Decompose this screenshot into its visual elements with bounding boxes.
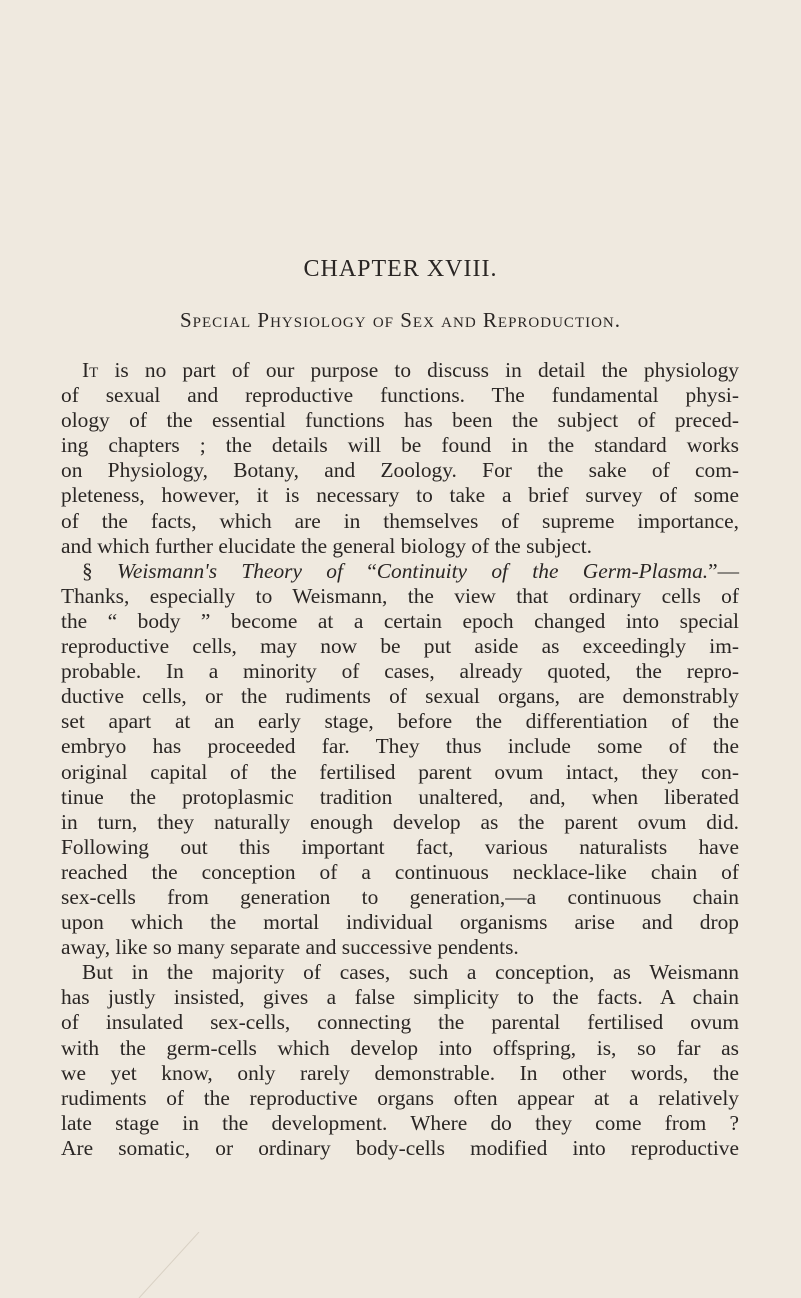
section-heading-italic: Weismann's Theory of [117,558,343,583]
text-line: sex-cells from generation to generation,—a continuous chain [61,884,739,909]
text-line: reached the conception of a continuous necklace-like chain of [61,859,739,884]
text-line: But in the majority of cases, such a conception, as Weismann [82,960,739,985]
text-line: upon which the mortal individual organisms arise and drop [61,910,739,935]
text-line: and which further elucidate the general biology of the subject. [61,533,593,558]
text-line: ing chapters ; the details will be found in the standard works [61,433,739,458]
text-line: the “ body ” become at a certain epoch changed into special [61,608,739,633]
text-line: ductive cells, or the rudiments of sexual organs, are demonstrably [61,684,739,709]
section-heading-quote: “ [342,558,377,583]
text-line [61,358,739,383]
section-title: Special Physiology of Sex and Reproduction. [179,308,622,332]
text-line: away, like so many separate and successive pendents. [61,935,519,960]
text-line: of insulated sex-cells, connecting the parental fertilised ovum [61,1010,739,1035]
text-line: rudiments of the reproductive organs often appear at a relatively [61,1085,739,1110]
text-line: Are somatic, or ordinary body-cells modified into reproductive [61,1135,739,1160]
text-line: in turn, they naturally enough develop as the parent ovum did. [61,809,739,834]
section-heading-italic: Continuity of the Germ-Plasma. [376,558,709,583]
text-line: embryo has proceeded far. They thus include some of the [61,734,739,759]
text-line: reproductive cells, may now be put aside as exceedingly im- [61,634,739,659]
paragraph-lead-word: It [82,358,99,382]
line-text: is no part of our purpose to discuss in detail the physiology [98,358,739,382]
text-line: Following out this important fact, various naturalists have [61,834,739,859]
text-line: of the facts, which are in themselves of supreme importance, [61,508,739,533]
text-line: on Physiology, Botany, and Zoology. For the sake of com- [61,458,739,483]
text-line: pleteness, however, it is necessary to take a brief survey of some [61,483,739,508]
section-heading-line [61,559,739,584]
section-heading-tail: ”— [708,558,739,583]
text-line: set apart at an early stage, before the differentiation of the [61,709,739,734]
body-text [61,358,739,1161]
text-line: tinue the protoplasmic tradition unaltered, and, when liberated [61,784,739,809]
text-line: original capital of the fertilised parent ovum intact, they con- [61,759,739,784]
text-line: of sexual and reproductive functions. The fundamental physi- [61,383,739,408]
text-line: with the germ-cells which develop into offspring, is, so far as [61,1035,739,1060]
section-mark: § [82,558,118,583]
text-line: we yet know, only rarely demonstrable. In other words, the [61,1060,739,1085]
text-line: probable. In a minority of cases, already quoted, the repro- [61,659,739,684]
text-line: has justly insisted, gives a false simplicity to the facts. A chain [61,985,739,1010]
text-line: ology of the essential functions has been the subject of preced- [61,408,739,433]
text-line: late stage in the development. Where do they come from ? [61,1110,739,1135]
chapter-title: CHAPTER XVIII. [303,256,498,282]
paper-crease-mark [138,1232,200,1298]
text-line: Thanks, especially to Weismann, the view that ordinary cells of [61,583,739,608]
